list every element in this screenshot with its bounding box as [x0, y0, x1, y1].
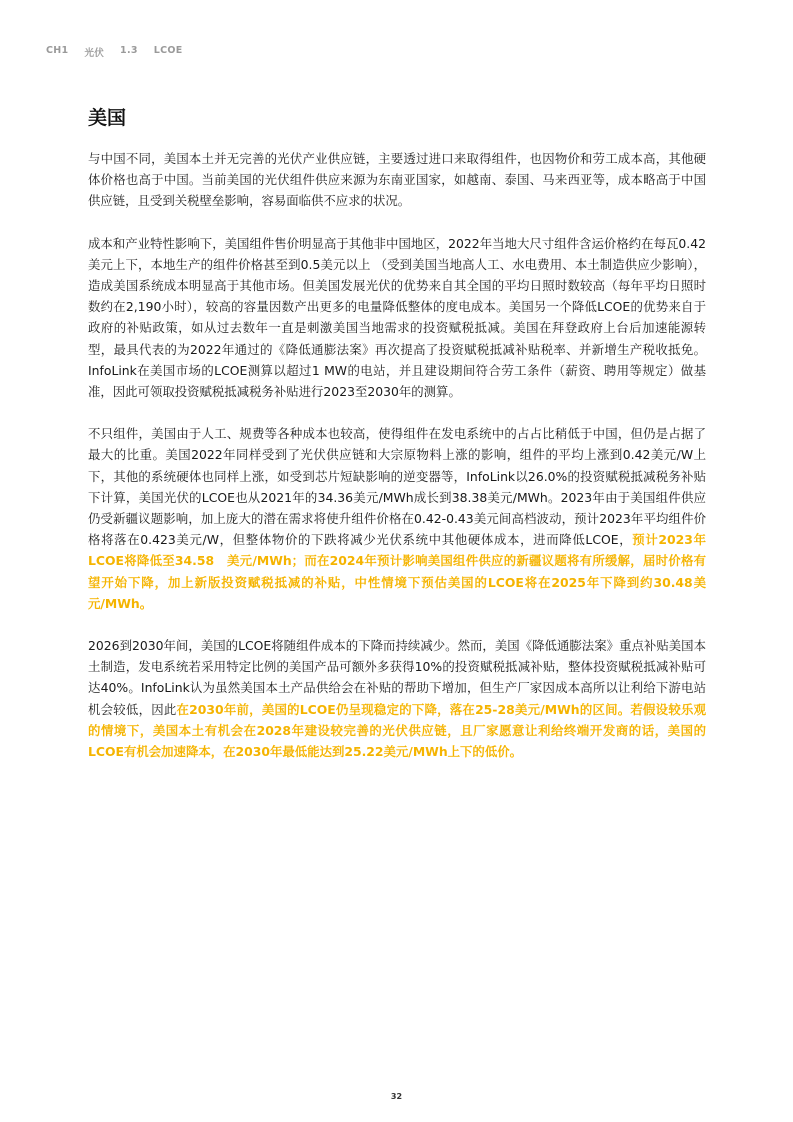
header-section: 光伏	[84, 48, 105, 59]
header-chapter: CH1	[46, 45, 69, 56]
paragraph-2	[88, 233, 706, 403]
page-number: 32	[390, 1092, 403, 1101]
paragraph-3-highlight: 预计2023年LCOE将降低至34.58 美元/MWh；而在2024年预计影响美国组件供应的新疆议题将有所缓解，届时价格有望开始下降，加上新版投资赋税抵减的补贴，中性情境下预估美国的LCOE将在2025年下降到约30.48美元/MWh。	[88, 532, 706, 611]
running-header	[46, 45, 183, 59]
paragraph-4	[88, 635, 706, 762]
section-title: 美国	[88, 107, 127, 129]
paragraph-1-text: 与中国不同，美国本土并无完善的光伏产业供应链，主要透过进口来取得组件，也因物价和劳工成本高，其他硬体价格也高于中国。当前美国的光伏组件供应来源为东南亚国家，如越南、泰国、马来西亚等，成本略高于中国供应链，且受到关税壁垒影响，容易面临供不应求的状况。	[88, 151, 706, 209]
paragraph-4-text: 2026到2030年间，美国的LCOE将随组件成本的下降而持续减少。然而，美国《降低通膨法案》重点补贴美国本土制造，发电系统若采用特定比例的美国产品可额外多获得10%的投资赋税抵减补贴，整体投资赋税抵减补贴可达40%。InfoLink认为虽然美国本土产品供给会在补贴的帮助下增加，但生产厂家因成本高所以让利给下游电站机会较低，因此	[88, 638, 706, 717]
paragraph-2-text: 成本和产业特性影响下，美国组件售价明显高于其他非中国地区，2022年当地大尺寸组件含运价格约在每瓦0.42美元上下，本地生产的组件价格甚至到0.5美元以上 （受到美国当地高人工、水电费用、本土制造供应少影响），造成美国系统成本明显高于其他市场。但美国发展光伏的优势来自其全国的平均日照时数较高（每年平均日照时数约在2,190小时），较高的容量因数产出更多的电量降低整体的度电成本。美国另一个降低LCOE的优势来自于政府的补贴政策，如从过去数年一直是刺激美国当地需求的投资赋税抵减。美国在拜登政府上台后加速能源转型，最具代表的为2022年通过的《降低通膨法案》再次提高了投资赋税抵减补贴税率、并新增生产税收抵免。InfoLink在美国市场的LCOE测算以超过1 MW的电站，并且建设期间符合劳工条件（薪资、聘用等规定）做基准，因此可领取投资赋税抵减税务补贴进行2023至2030年的测算。	[88, 235, 706, 400]
body-text	[88, 148, 706, 783]
paragraph-3	[88, 423, 706, 614]
paragraph-4-highlight: 在2030年前，美国的LCOE仍呈现稳定的下降，落在25-28美元/MWh的区间。若假设较乐观的情境下，美国本土有机会在2028年建设较完善的光伏供应链，且厂家愿意让利给终端开发商的话，美国的LCOE有机会加速降本，在2030年最低能达到25.22美元/MWh上下的低价。	[88, 701, 707, 760]
header-subsection: 1.3	[120, 45, 138, 56]
header-topic: LCOE	[153, 45, 183, 56]
paragraph-3-text: 不只组件，美国由于人工、规费等各种成本也较高，使得组件在发电系统中的占占比稍低于中国，但仍是占据了最大的比重。美国2022年同样受到了光伏供应链和大宗原物料上涨的影响，组件的平均上涨到0.42美元/W上下，其他的系统硬体也同样上涨，如受到芯片短缺影响的逆变器等，InfoLink以26.0%的投资赋税抵减税务补贴下计算，美国光伏的LCOE也从2021年的34.36美元/MWh成长到38.38美元/MWh。2023年由于美国组件供应仍受新疆议题影响，加上庞大的潜在需求将使升组件价格在0.42-0.43美元间高档波动，预计2023年平均组件价格将落在0.423美元/W，但整体物价的下跌将减少光伏系统中其他硬体成本，进而降低LCOE，	[88, 426, 706, 548]
paragraph-1	[88, 148, 706, 212]
